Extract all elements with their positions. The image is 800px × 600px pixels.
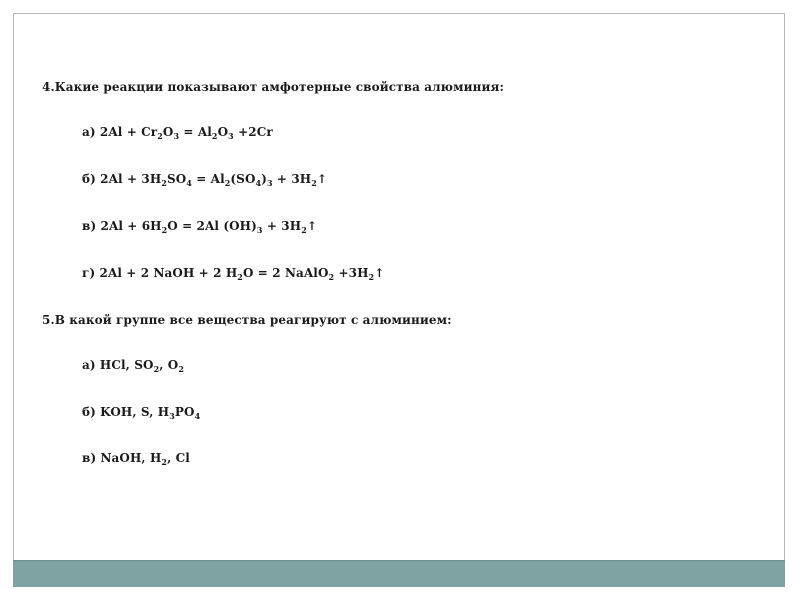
q5-option-b: б) KOH, S, $H_3PO_4$ (82, 405, 201, 421)
q4-option-a: а) $2Al + Cr_2O_3 = Al_2O_3 +2Cr$ (82, 125, 273, 141)
q4-option-d: г) 2Al + 2 NaOH + 2 $H_2O = 2$ NaAlO$_2$ $+3H_2↑$ (82, 266, 385, 282)
question-5-title: 5.В какой группе все вещества реагируют с алюминием: (42, 313, 452, 327)
q5-option-c: в) NaOH, $H_2$, Cl (82, 451, 190, 467)
q4-option-c: в) $2Al + 6H_2O = 2Al$ $(OH)_3$ + $3H_2↑$ (82, 219, 318, 235)
slide-frame (13, 13, 785, 585)
q5-option-a: а) HCl, $SO_2$, $O_2$ (82, 358, 185, 374)
q4-option-b: б) $2Al + 3H_2SO_4 = Al_2(SO_4)_3$ + $3H_2↑$ (82, 172, 328, 188)
question-4-title: 4.Какие реакции показывают амфотерные свойства алюминия: (42, 80, 504, 94)
footer-bar (13, 560, 785, 587)
